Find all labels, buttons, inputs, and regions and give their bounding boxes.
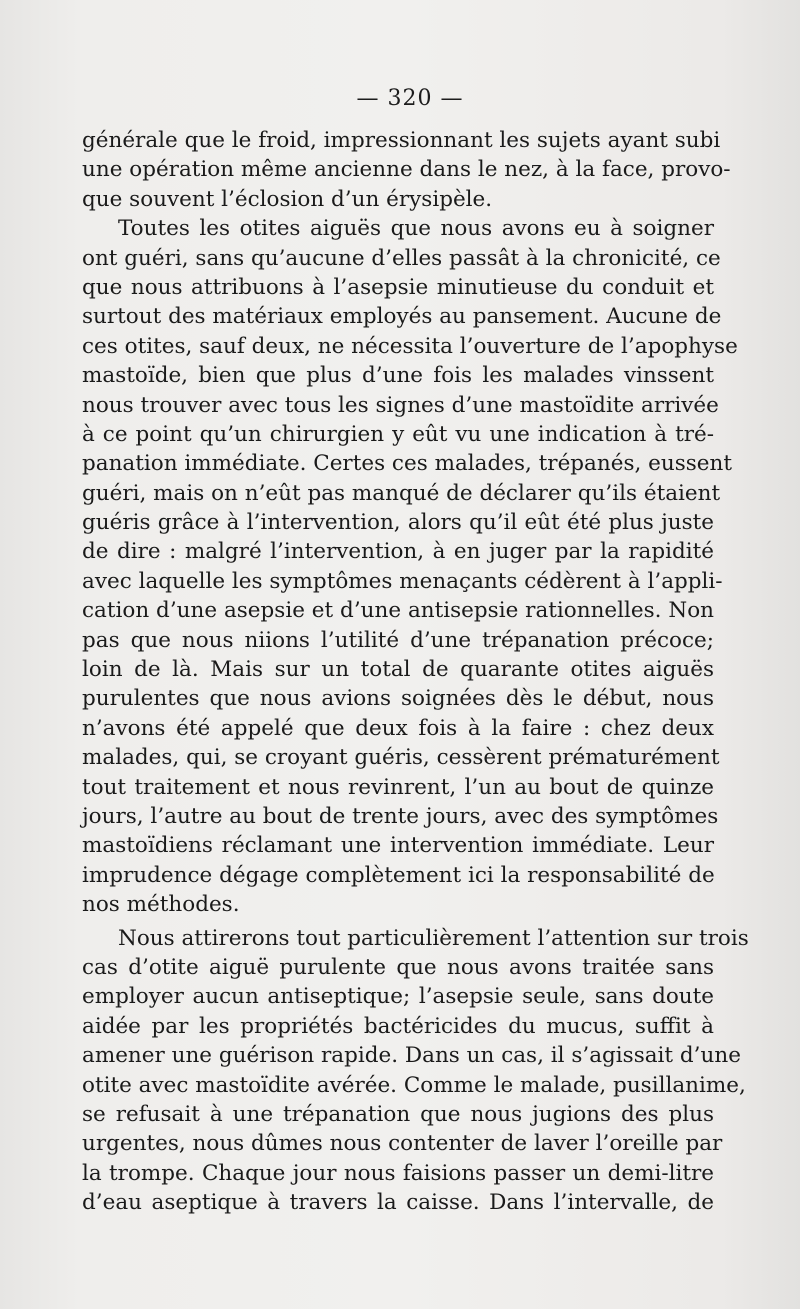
text-line: amener une guérison rapide. Dans un cas, il s’agissait d’une — [82, 1043, 741, 1069]
text-line: purulentes que nous avions soignées dès le début, nous — [82, 686, 714, 712]
text-line: otite avec mastoïdite avérée. Comme le malade, pusillanime, — [82, 1072, 746, 1098]
text-line: d’eau aseptique à travers la caisse. Dans l’intervalle, de — [82, 1190, 714, 1216]
text-line: nos méthodes. — [82, 892, 240, 918]
page-number: — 320 — — [356, 86, 464, 111]
text-line: tout traitement et nous revinrent, l’un au bout de quinze — [82, 774, 714, 800]
text-line: nous trouver avec tous les signes d’une mastoïdite arrivée — [82, 392, 719, 418]
text-line: mastoïde, bien que plus d’une fois les malades vinssent — [82, 363, 714, 389]
text-line: surtout des matériaux employés au pansement. Aucune de — [82, 304, 722, 330]
text-line: n’avons été appelé que deux fois à la faire : chez deux — [82, 715, 714, 741]
text-line: jours, l’autre au bout de trente jours, avec des symptômes — [82, 803, 719, 829]
paragraph-2 — [82, 214, 738, 919]
text-line: Nous attirerons tout particulièrement l’attention sur trois — [118, 925, 749, 951]
text-line: avec laquelle les symptômes menaçants cédèrent à l’appli- — [82, 568, 723, 594]
text-line: aidée par les propriétés bactéricides du mucus, suffit à — [82, 1013, 714, 1039]
text-line: générale que le froid, impressionnant les sujets ayant subi — [82, 128, 721, 153]
text-line: cas d’otite aiguë purulente que nous avons traitée sans — [82, 954, 714, 980]
text-line: guéris grâce à l’intervention, alors qu’il eût été plus juste — [82, 510, 714, 536]
text-line: loin de là. Mais sur un total de quarante otites aiguës — [82, 657, 714, 683]
text-line: cation d’une asepsie et d’une antisepsie rationnelles. Non — [82, 598, 714, 624]
text-line: imprudence dégage complètement ici la responsabilité de — [82, 862, 715, 888]
text-line: ont guéri, sans qu’aucune d’elles passât à la chronicité, ce — [82, 245, 721, 271]
text-line: malades, qui, se croyant guéris, cessèrent prématurément — [82, 745, 720, 771]
text-line: à ce point qu’un chirurgien y eût vu une indication à tré- — [82, 421, 714, 447]
text-line: guéri, mais on n’eût pas manqué de déclarer qu’ils étaient — [82, 480, 721, 506]
body-text — [82, 126, 749, 1217]
text-line: panation immédiate. Certes ces malades, trépanés, eussent — [82, 451, 732, 477]
text-line: se refusait à une trépanation que nous jugions des plus — [82, 1101, 714, 1127]
text-line: que souvent l’éclosion d’un érysipèle. — [82, 186, 493, 212]
text-line: mastoïdiens réclamant une intervention immédiate. Leur — [82, 833, 714, 859]
text-line: la trompe. Chaque jour nous faisions passer un demi-litre — [82, 1160, 714, 1186]
text-line: employer aucun antiseptique; l’asepsie seule, sans doute — [82, 984, 714, 1010]
text-line: que nous attribuons à l’asepsie minutieuse du conduit et — [82, 274, 714, 300]
paragraph-3 — [82, 924, 749, 1218]
text-line: de dire : malgré l’intervention, à en juger par la rapidité — [82, 539, 714, 565]
text-line: une opération même ancienne dans le nez, à la face, provo- — [82, 157, 731, 183]
text-line: urgentes, nous dûmes nous contenter de laver l’oreille par — [82, 1131, 723, 1157]
text-line: Toutes les otites aiguës que nous avons eu à soigner — [118, 216, 714, 242]
text-line: pas que nous niions l’utilité d’une trépanation précoce; — [82, 627, 714, 653]
text-line: ces otites, sauf deux, ne nécessita l’ouverture de l’apophyse — [82, 333, 738, 359]
paragraph-1 — [82, 126, 731, 214]
